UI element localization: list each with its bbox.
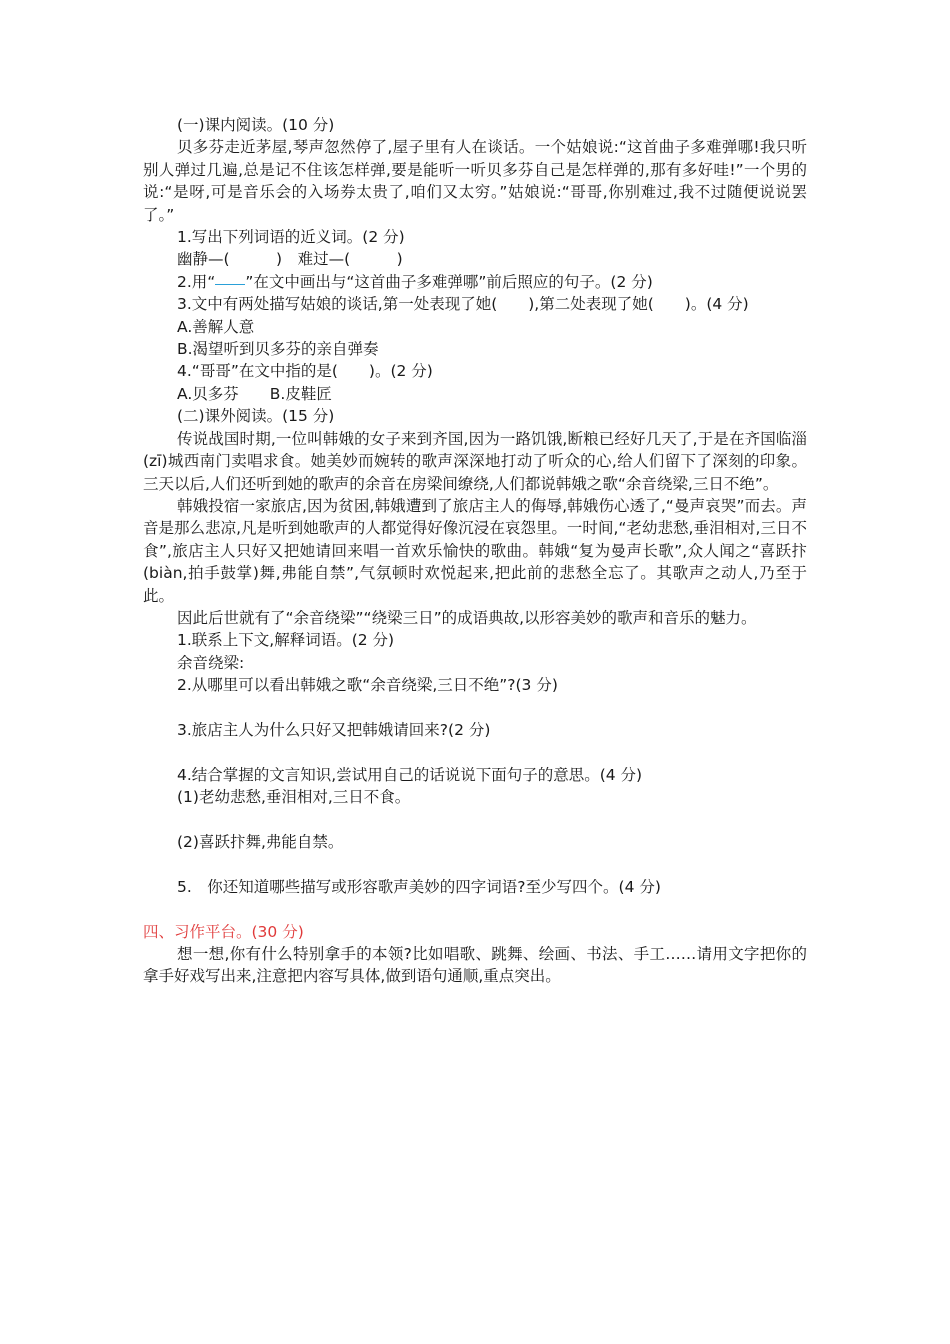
s1-question-4: 4.“哥哥”在文中指的是( )。(2 分)	[177, 362, 433, 381]
section-four-heading: 四、习作平台。(30 分)	[143, 922, 304, 941]
s2-question-1-item: 余音绕梁:	[177, 653, 245, 672]
answer-space	[143, 697, 807, 719]
s2-question-4-sub-2: (2)喜跃抃舞,弗能自禁。	[177, 832, 344, 851]
answer-space	[143, 898, 807, 920]
section-two-heading: (二)课外阅读。(15 分)	[177, 407, 335, 426]
s1-question-1-items: 幽静—( ) 难过—( )	[177, 250, 403, 269]
s1-question-1: 1.写出下列词语的近义词。(2 分)	[177, 228, 405, 247]
s1-question-2-before: 2.用“	[177, 272, 216, 291]
s1-question-3: 3.文中有两处描写姑娘的谈话,第一处表现了她( ),第二处表现了她( )。(4 分)	[177, 295, 749, 314]
s2-question-2: 2.从哪里可以看出韩娥之歌“余音绕梁,三日不绝”?(3 分)	[177, 676, 558, 695]
s1-question-3-option-a: A.善解人意	[177, 317, 255, 336]
s2-question-4: 4.结合掌握的文言知识,尝试用自己的话说说下面句子的意思。(4 分)	[177, 765, 643, 784]
section-one-heading: (一)课内阅读。(10 分)	[177, 116, 335, 134]
answer-space	[143, 741, 807, 763]
s2-question-5: 5. 你还知道哪些描写或形容歌声美妙的四字词语?至少写四个。(4 分)	[177, 877, 661, 896]
s1-question-2-after: ”在文中画出与“这首曲子多难弹哪”前后照应的句子。(2 分)	[245, 272, 653, 291]
s1-question-3-option-b: B.渴望听到贝多芬的亲自弹奏	[177, 340, 379, 359]
writing-prompt: 想一想,你有什么特别拿手的本领?比如唱歌、跳舞、绘画、书法、手工……请用文字把你的拿手好戏写出来,注意把内容写具体,做到语句通顺,重点突出。	[143, 944, 807, 986]
s1-question-4-options: A.贝多芬 B.皮鞋匠	[177, 384, 332, 403]
exam-content	[143, 114, 807, 988]
s2-paragraph-1: 传说战国时期,一位叫韩娥的女子来到齐国,因为一路饥饿,断粮已经好几天了,于是在齐国临淄(zī)城西南门卖唱求食。她美妙而婉转的歌声深深地打动了听众的心,给人们留下了深刻的印象。三天以后,人们还听到她的歌声的余音在房梁间缭绕,人们都说韩娥之歌“余音绕梁,三日不绝”。	[143, 429, 807, 493]
s2-question-3: 3.旅店主人为什么只好又把韩娥请回来?(2 分)	[177, 720, 491, 739]
answer-space	[143, 809, 807, 831]
s1-question-2	[143, 271, 807, 293]
s2-question-4-sub-1: (1)老幼悲愁,垂泪相对,三日不食。	[177, 788, 411, 807]
s2-paragraph-3: 因此后世就有了“余音绕梁”“绕梁三日”的成语典故,以形容美妙的歌声和音乐的魅力。	[177, 608, 757, 627]
s2-question-1: 1.联系上下文,解释词语。(2 分)	[177, 631, 395, 650]
answer-space	[143, 853, 807, 875]
section-one-passage: 贝多芬走近茅屋,琴声忽然停了,屋子里有人在谈话。一个姑娘说:“这首曲子多难弹哪!我只听别人弹过几遍,总是记不住该怎样弹,要是能听一听贝多芬自己是怎样弹的,那有多好哇!”一个男的说:“是呀,可是音乐会的入场券太贵了,咱们又太穷。”姑娘说:“哥哥,你别难过,我不过随便说说罢了。”	[143, 138, 807, 224]
underline-mark	[215, 284, 245, 285]
s2-paragraph-2: 韩娥投宿一家旅店,因为贫困,韩娥遭到了旅店主人的侮辱,韩娥伤心透了,“曼声哀哭”而去。声音是那么悲凉,凡是听到她歌声的人都觉得好像沉浸在哀怨里。一时间,“老幼悲愁,垂泪相对,三日不食”,旅店主人只好又把她请回来唱一首欢乐愉快的歌曲。韩娥“复为曼声长歌”,众人闻之“喜跃抃(biàn,拍手鼓掌)舞,弗能自禁”,气氛顿时欢悦起来,把此前的悲愁全忘了。其歌声之动人,乃至于此。	[143, 496, 807, 605]
